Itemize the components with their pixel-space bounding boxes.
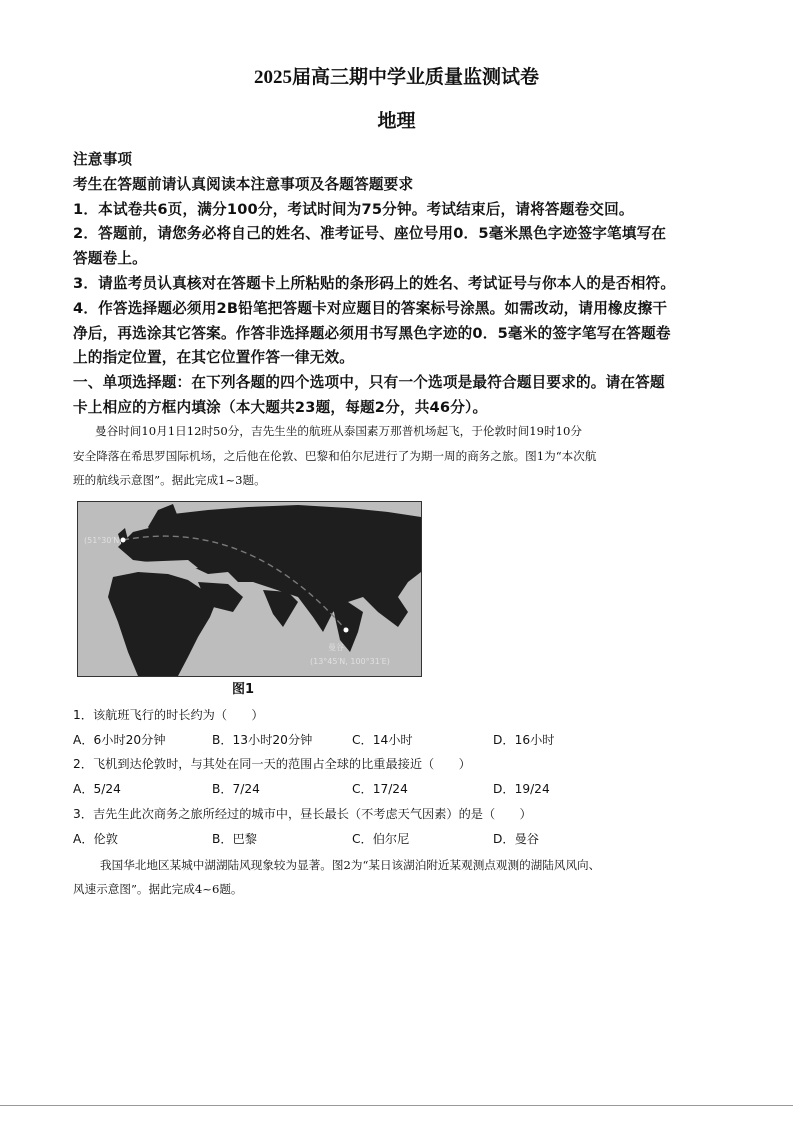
london-coord-label: (51°30′N, bbox=[84, 536, 122, 545]
material1-line-1: 曼谷时间10月1日12时50分，吉先生坐的航班从泰国素万那普机场起飞，于伦敦时间19时10分 bbox=[95, 424, 582, 438]
figure1-caption: 图1 bbox=[232, 682, 255, 697]
notice-item-4-cont: 净后，再选涂其它答案。作答非选择题必须用书写黑色字迹的0．5毫米的签字笔写在答题卷 bbox=[73, 325, 671, 342]
exam-title: 2025届高三期中学业质量监测试卷 bbox=[253, 67, 539, 88]
q1-option-a: A．6小时20分钟 bbox=[73, 733, 166, 747]
notice-item-2-cont: 答题卷上。 bbox=[73, 250, 147, 267]
material2-line-1: 我国华北地区某城中湖湖陆风现象较为显著。图2为“某日该湖泊附近某观测点观测的湖陆风风向、 bbox=[100, 858, 601, 872]
section1-instructions: 一、单项选择题：在下列各题的四个选项中，只有一个选项是最符合题目要求的。请在答题 bbox=[73, 374, 665, 391]
bangkok-marker bbox=[344, 628, 349, 633]
material2-line-2: 风速示意图”。据此完成4~6题。 bbox=[73, 882, 243, 896]
question-2-stem: 2．飞机到达伦敦时，与其处在同一天的范围占全球的比重最接近（ ） bbox=[73, 757, 471, 771]
notice-intro: 考生在答题前请认真阅读本注意事项及各题答题要求 bbox=[73, 176, 414, 193]
question-3-options bbox=[73, 830, 633, 846]
flight-route-map bbox=[77, 501, 422, 677]
bangkok-name-label: 曼谷 bbox=[328, 643, 344, 652]
question-1-options bbox=[73, 731, 633, 747]
notice-item-1: 1．本试卷共6页，满分100分，考试时间为75分钟。考试结束后，请将答题卷交回。 bbox=[73, 201, 634, 218]
q2-option-b: B．7/24 bbox=[212, 782, 260, 796]
material1-line-2: 安全降落在希思罗国际机场，之后他在伦敦、巴黎和伯尔尼进行了为期一周的商务之旅。图1为“本次航 bbox=[73, 449, 597, 463]
q3-option-a: A．伦敦 bbox=[73, 832, 118, 846]
map-graphic bbox=[78, 502, 421, 676]
section1-instructions-cont: 卡上相应的方框内填涂（本大题共23题，每题2分，共46分）。 bbox=[73, 399, 488, 416]
question-2-options bbox=[73, 780, 633, 796]
page-bottom-divider bbox=[0, 1105, 793, 1106]
q3-option-c: C．伯尔尼 bbox=[352, 832, 410, 846]
notice-item-2: 2．答题前，请您务必将自己的姓名、准考证号、座位号用0．5毫米黑色字迹签字笔填写在 bbox=[73, 225, 667, 242]
q3-option-d: D．曼谷 bbox=[493, 832, 539, 846]
question-1-stem: 1．该航班飞行的时长约为（ ） bbox=[73, 708, 264, 722]
exam-subject: 地理 bbox=[377, 110, 416, 132]
notice-item-3: 3．请监考员认真核对在答题卡上所粘贴的条形码上的姓名、考试证号与你本人的是否相符。 bbox=[73, 275, 676, 292]
notice-heading: 注意事项 bbox=[73, 151, 133, 168]
notice-item-4: 4．作答选择题必须用2B铅笔把答题卡对应题目的答案标号涂黑。如需改动，请用橡皮擦干 bbox=[73, 300, 668, 317]
q2-option-d: D．19/24 bbox=[493, 782, 550, 796]
q1-option-d: D．16小时 bbox=[493, 733, 555, 747]
q1-option-b: B．13小时20分钟 bbox=[212, 733, 313, 747]
q3-option-b: B．巴黎 bbox=[212, 832, 257, 846]
material1-line-3: 班的航线示意图”。据此完成1~3题。 bbox=[73, 473, 266, 487]
notice-item-4-cont2: 上的指定位置，在其它位置作答一律无效。 bbox=[73, 349, 355, 366]
q2-option-a: A．5/24 bbox=[73, 782, 121, 796]
q1-option-c: C．14小时 bbox=[352, 733, 413, 747]
bangkok-coord-label: (13°45′N, 100°31′E) bbox=[310, 657, 390, 666]
question-3-stem: 3．吉先生此次商务之旅所经过的城市中，昼长最长（不考虑天气因素）的是（ ） bbox=[73, 807, 532, 821]
q2-option-c: C．17/24 bbox=[352, 782, 408, 796]
